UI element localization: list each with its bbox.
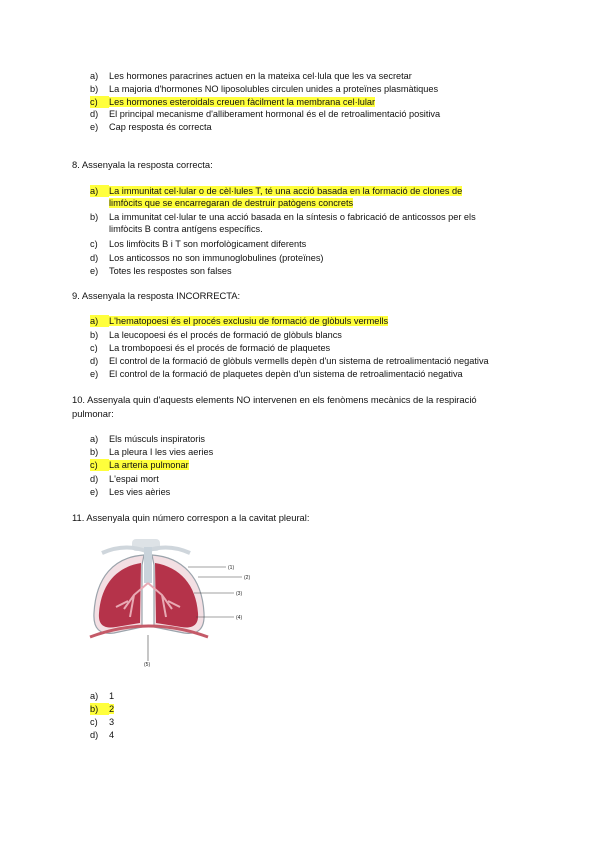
q9-option-a: a) L'hematopoesi és el procés exclusiu de formació de glòbuls vermells <box>90 316 389 326</box>
q11-option-b: b) 2 <box>90 704 115 714</box>
q7-option-e: e) Cap resposta és correcta <box>90 122 212 132</box>
q8-title: 8. Assenyala la resposta correcta: <box>72 159 213 170</box>
q8-option-e: e) Totes les respostes son falses <box>90 266 232 276</box>
q10-title: 10. Assenyala quin d'aquests elements NO intervenen en els fenòmens mecànics de la respiració pulmonar: <box>72 394 477 419</box>
q9-option-d: d) El control de la formació de glòbuls vermells depèn d'un sistema de retroalimentació negativa <box>90 356 489 366</box>
diagram-label-5: (5) <box>144 662 151 667</box>
q10-option-b: b) La pleura I les vies aeries <box>90 447 214 457</box>
q7-option-a: a) Les hormones paracrines actuen en la mateixa cel·lula que les va secretar <box>90 71 412 81</box>
q9-option-b: b) La leucopoesi és el procés de formació de glòbuls blancs <box>90 330 342 340</box>
q11-title: 11. Assenyala quin número correspon a la cavitat pleural: <box>72 512 310 523</box>
q9-title: 9. Assenyala la resposta INCORRECTA: <box>72 290 241 301</box>
q10-option-a: a) Els músculs inspiratoris <box>90 434 205 444</box>
diagram-label-1: (1) <box>228 565 235 571</box>
q11-option-a: a) 1 <box>90 691 115 701</box>
q7-option-b: b) La majoria d'hormones NO liposolubles circulen unides a proteïnes plasmàtiques <box>90 84 439 94</box>
q10-option-e: e) Les vies aèries <box>90 487 171 497</box>
diagram-label-2: (2) <box>244 575 251 581</box>
q8-option-d: d) Los anticossos no son immunoglobulines (proteïnes) <box>90 253 324 263</box>
q7-option-c: c) Les hormones esteroidals creuen fàcilment la membrana cel·lular <box>90 97 376 107</box>
q8-option-a: a) La immunitat cel·lular o de cèl·lules T, té una acció basada en la formació de clones de limfòcits que se encarregaran de destruir patògens concrets <box>90 186 463 208</box>
q10-option-d: d) L'espai mort <box>90 474 159 484</box>
diagram-label-4: (4) <box>236 615 243 621</box>
q8-option-c: c) Los limfòcits B i T son morfològicament diferents <box>90 239 307 249</box>
lung-diagram <box>84 537 256 667</box>
diagram-label-3: (3) <box>236 591 243 597</box>
q9-option-c: c) La trombopoesi és el procés de formació de plaquetes <box>90 343 331 353</box>
q10-option-c: c) La arteria pulmonar <box>90 460 189 470</box>
q9-option-e: e) El control de la formació de plaquetes depèn d'un sistema de retroalimentació negativa <box>90 369 463 379</box>
q11-option-d: d) 4 <box>90 730 115 740</box>
q11-option-c: c) 3 <box>90 717 115 727</box>
q7-option-d: d) El principal mecanisme d'alliberament hormonal és el de retroalimentació positiva <box>90 109 441 119</box>
q8-option-b: b) La immunitat cel·lular te una acció basada en la síntesis o fabricació de anticossos per els limfòcits B contra antígens específics. <box>90 212 476 234</box>
